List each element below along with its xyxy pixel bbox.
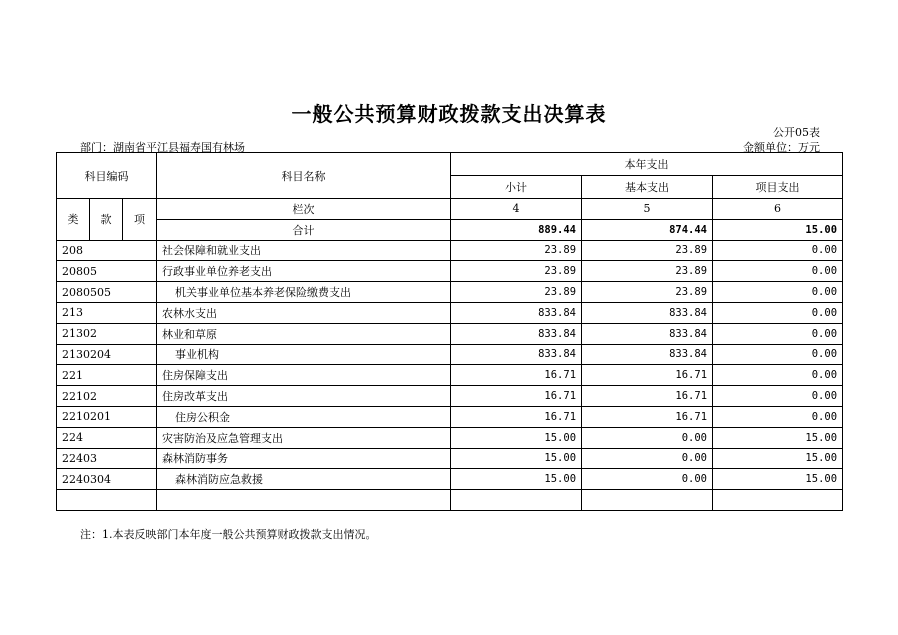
blank-cell — [451, 490, 582, 511]
table-row — [57, 323, 843, 344]
row-project: 0.00 — [713, 365, 843, 386]
row-code: 208 — [57, 240, 157, 261]
row-name: 森林消防应急救援 — [157, 469, 451, 490]
header-xiang: 项 — [123, 199, 157, 241]
table-row — [57, 469, 843, 490]
blank-row — [57, 490, 843, 511]
row-code: 22102 — [57, 386, 157, 407]
row-name: 事业机构 — [157, 344, 451, 365]
header-code: 科目编码 — [57, 153, 157, 199]
row-name: 住房保障支出 — [157, 365, 451, 386]
total-project: 15.00 — [713, 219, 843, 240]
row-name: 灾害防治及应急管理支出 — [157, 427, 451, 448]
column-number-6: 6 — [713, 199, 843, 220]
row-code: 221 — [57, 365, 157, 386]
row-name: 住房改革支出 — [157, 386, 451, 407]
row-subtotal: 16.71 — [451, 406, 582, 427]
footnote: 注：1.本表反映部门本年度一般公共预算财政拨款支出情况。 — [80, 528, 377, 541]
row-basic: 0.00 — [582, 448, 713, 469]
header-column-number: 栏次 — [157, 199, 451, 220]
row-name: 农林水支出 — [157, 302, 451, 323]
column-number-5: 5 — [582, 199, 713, 220]
row-subtotal: 833.84 — [451, 323, 582, 344]
header-name: 科目名称 — [157, 153, 451, 199]
row-code: 213 — [57, 302, 157, 323]
table-row — [57, 240, 843, 261]
table-row — [57, 448, 843, 469]
row-code: 2210201 — [57, 406, 157, 427]
row-basic: 833.84 — [582, 302, 713, 323]
row-subtotal: 15.00 — [451, 427, 582, 448]
row-name: 住房公积金 — [157, 406, 451, 427]
table-row — [57, 344, 843, 365]
table-row — [57, 427, 843, 448]
row-project: 15.00 — [713, 448, 843, 469]
row-name: 社会保障和就业支出 — [157, 240, 451, 261]
row-project: 15.00 — [713, 469, 843, 490]
row-basic: 833.84 — [582, 344, 713, 365]
row-project: 0.00 — [713, 240, 843, 261]
row-basic: 23.89 — [582, 261, 713, 282]
department-label: 部门：湖南省平江县福寿国有林场 — [80, 141, 245, 154]
row-subtotal: 833.84 — [451, 302, 582, 323]
row-basic: 23.89 — [582, 282, 713, 303]
row-project: 0.00 — [713, 282, 843, 303]
row-subtotal: 23.89 — [451, 261, 582, 282]
row-code: 224 — [57, 427, 157, 448]
header-project: 项目支出 — [713, 176, 843, 199]
row-project: 0.00 — [713, 406, 843, 427]
table-row — [57, 386, 843, 407]
header-current-year: 本年支出 — [451, 153, 843, 176]
row-code: 2080505 — [57, 282, 157, 303]
table-row — [57, 282, 843, 303]
row-name: 森林消防事务 — [157, 448, 451, 469]
row-basic: 23.89 — [582, 240, 713, 261]
row-name: 行政事业单位养老支出 — [157, 261, 451, 282]
row-basic: 833.84 — [582, 323, 713, 344]
header-lei: 类 — [57, 199, 90, 241]
row-basic: 16.71 — [582, 365, 713, 386]
table-row — [57, 302, 843, 323]
row-code: 21302 — [57, 323, 157, 344]
row-code: 2130204 — [57, 344, 157, 365]
row-project: 0.00 — [713, 386, 843, 407]
blank-cell — [582, 490, 713, 511]
total-basic: 874.44 — [582, 219, 713, 240]
row-basic: 0.00 — [582, 427, 713, 448]
row-subtotal: 833.84 — [451, 344, 582, 365]
row-code: 2240304 — [57, 469, 157, 490]
row-code: 22403 — [57, 448, 157, 469]
row-basic: 0.00 — [582, 469, 713, 490]
table-row — [57, 365, 843, 386]
blank-cell — [157, 490, 451, 511]
row-project: 0.00 — [713, 344, 843, 365]
blank-cell — [57, 490, 157, 511]
total-subtotal: 889.44 — [451, 219, 582, 240]
expenditure-table — [56, 152, 843, 511]
row-subtotal: 16.71 — [451, 386, 582, 407]
header-basic: 基本支出 — [582, 176, 713, 199]
table-row — [57, 406, 843, 427]
amount-unit-label: 金额单位：万元 — [743, 141, 820, 154]
row-basic: 16.71 — [582, 386, 713, 407]
total-label: 合计 — [157, 219, 451, 240]
row-project: 0.00 — [713, 261, 843, 282]
row-subtotal: 16.71 — [451, 365, 582, 386]
page-title: 一般公共预算财政拨款支出决算表 — [291, 102, 607, 126]
row-subtotal: 15.00 — [451, 448, 582, 469]
row-project: 0.00 — [713, 323, 843, 344]
row-subtotal: 23.89 — [451, 240, 582, 261]
blank-cell — [713, 490, 843, 511]
header-subtotal: 小计 — [451, 176, 582, 199]
table-row — [57, 261, 843, 282]
row-basic: 16.71 — [582, 406, 713, 427]
row-name: 机关事业单位基本养老保险缴费支出 — [157, 282, 451, 303]
form-number: 公开05表 — [773, 126, 820, 139]
row-code: 20805 — [57, 261, 157, 282]
column-number-4: 4 — [451, 199, 582, 220]
row-project: 15.00 — [713, 427, 843, 448]
row-subtotal: 23.89 — [451, 282, 582, 303]
row-subtotal: 15.00 — [451, 469, 582, 490]
row-project: 0.00 — [713, 302, 843, 323]
row-name: 林业和草原 — [157, 323, 451, 344]
header-kuan: 款 — [90, 199, 123, 241]
